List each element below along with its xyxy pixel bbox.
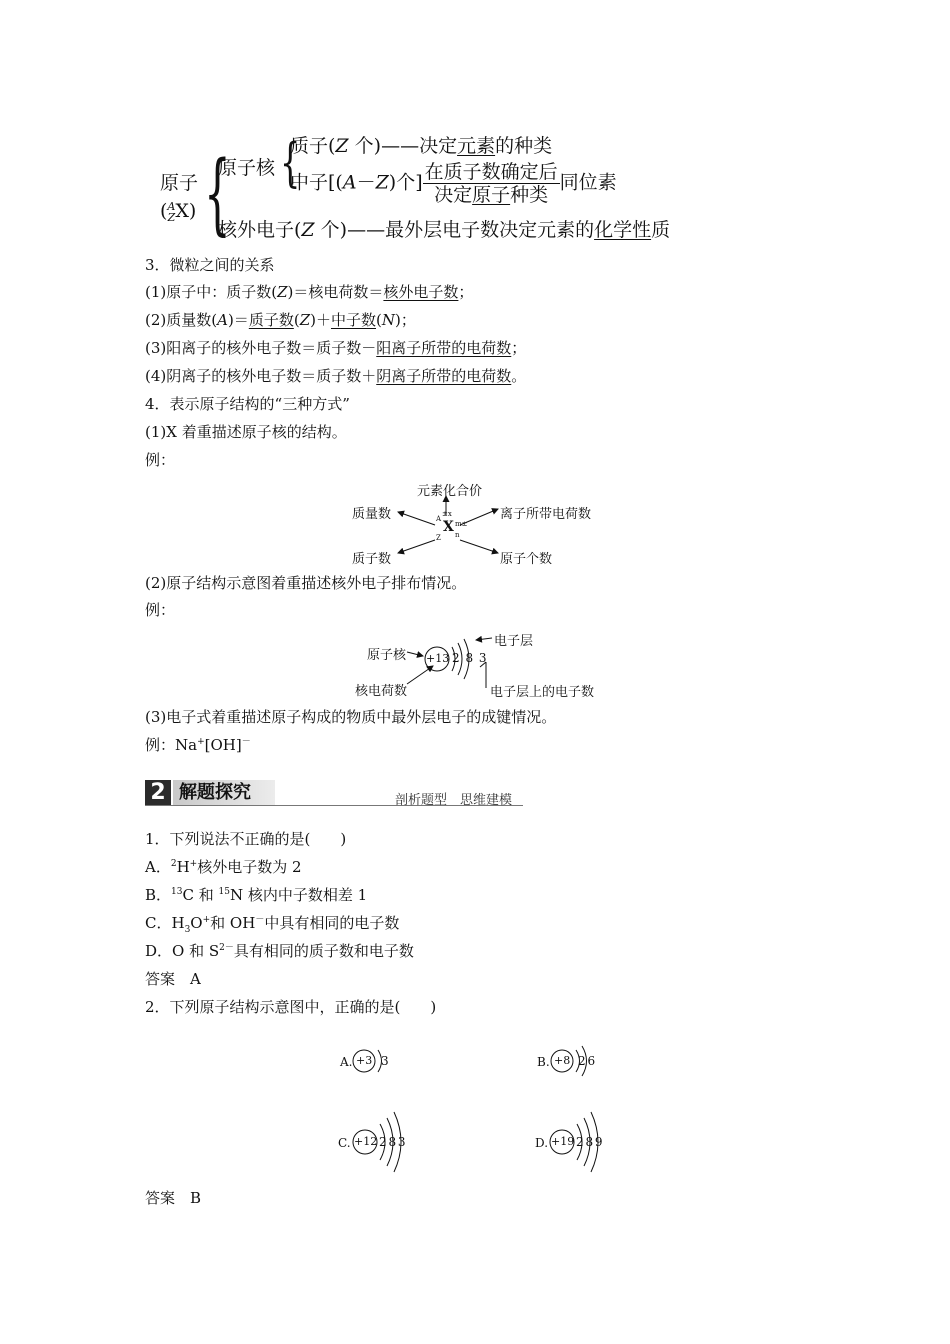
- sec4-example-1: 例：: [145, 451, 176, 469]
- q1-answer: 答案 A: [145, 970, 201, 988]
- label-nuclear-charge: 核电荷数: [355, 684, 408, 699]
- label-proton-number: 质子数: [352, 552, 392, 567]
- banner-number: 2: [145, 780, 171, 806]
- section-4-title: 4．表示原子结构的“三种方式”: [145, 395, 350, 413]
- tree-root-label: 原子: [160, 172, 199, 194]
- q2-option-d-label: D.: [535, 1136, 549, 1150]
- q2-option-d-charge: +19: [551, 1135, 575, 1148]
- tree-fraction: $\frac{\text{在质子数确定后}}{\text{决定原子种类}}$: [424, 161, 558, 206]
- sec3-line-2: (2)质量数(A)＝质子数(Z)＋中子数(N)；: [145, 311, 416, 329]
- q1-option-b: B．$^{13}$C 和 $^{15}$N 核内中子数相差 1: [145, 886, 368, 904]
- label-valence: 元素化合价: [417, 484, 483, 499]
- tree-proton-line: 质子(Z 个)——决定元素的种类: [290, 135, 553, 157]
- tree-nucleus: 原子核: [218, 157, 276, 179]
- nucleus-charge: +13: [426, 652, 450, 665]
- sec4-line-2: (2)原子结构示意图着重描述核外电子排布情况。: [145, 574, 467, 592]
- q1-stem: 1．下列说法不正确的是( ): [145, 830, 347, 848]
- tree-root-symbol: ( A Z X): [160, 200, 197, 224]
- banner-title: 解题探究: [173, 780, 275, 806]
- tree-brace-main: {: [204, 141, 231, 245]
- tree-brace-nucleus: {: [280, 131, 301, 194]
- shell-electrons: 2 8 3: [452, 651, 488, 665]
- q1-option-d: D．O 和 $S^{2-}$具有相同的质子数和电子数: [145, 942, 414, 960]
- section-3-title: 3．微粒之间的关系: [145, 256, 275, 274]
- banner-subtitle: 剖析题型 思维建模: [395, 793, 513, 808]
- q1-option-a: A．$^2$H+核外电子数为 2: [145, 858, 302, 876]
- tree-neutron-line: 中子[(A－Z)个] $\frac{\text{在质子数确定后}}{\text{决定原子种类}}$ 同位素: [290, 161, 617, 206]
- sec3-line-1: (1)原子中：质子数(Z)＝核电荷数＝核外电子数；: [145, 283, 474, 301]
- nuclide-sub-left: Z: [436, 534, 441, 542]
- label-mass-number: 质量数: [352, 507, 392, 522]
- sec4-line-1: (1)X 着重描述原子核的结构。: [145, 423, 347, 441]
- q2-option-d-shells: 2 8 9: [576, 1135, 602, 1149]
- label-nucleus: 原子核: [367, 648, 407, 663]
- nuclide-sup-top: ±x: [442, 510, 452, 518]
- q2-option-a-charge: +3: [356, 1054, 373, 1067]
- sec4-line-3: (3)电子式着重描述原子构成的物质中最外层电子的成键情况。: [145, 708, 557, 726]
- nuclide-sub-right: n: [455, 531, 460, 539]
- q2-option-c-shells: 2 8 3: [379, 1135, 405, 1149]
- sec4-example-3: 例：Na+[OH]－: [145, 736, 251, 754]
- label-atom-count: 原子个数: [500, 552, 553, 567]
- q1-option-c: C．$H_3O^+$和 OH－中具有相同的电子数: [145, 914, 400, 935]
- label-layer-electrons: 电子层上的电子数: [490, 685, 595, 700]
- q2-stem: 2．下列原子结构示意图中，正确的是( ): [145, 998, 437, 1016]
- sec3-line-3: (3)阳离子的核外电子数＝质子数－阳离子所带的电荷数；: [145, 339, 527, 357]
- q2-answer: 答案 B: [145, 1189, 202, 1207]
- q2-option-a-label: A.: [340, 1055, 353, 1069]
- sec3-line-4: (4)阴离子的核外电子数＝质子数＋阴离子所带的电荷数。: [145, 367, 527, 385]
- q2-option-b-label: B.: [537, 1055, 550, 1069]
- q2-option-c-charge: +12: [354, 1135, 378, 1148]
- q2-option-a-shells: 3: [381, 1054, 389, 1068]
- q2-option-c-label: C.: [338, 1136, 351, 1150]
- sec4-example-2: 例：: [145, 601, 176, 619]
- q2-option-b-shells: 2 6: [578, 1054, 595, 1068]
- label-electron-layer: 电子层: [494, 634, 534, 649]
- tree-electron-line: 核外电子(Z 个)——最外层电子数决定元素的化学性质: [218, 219, 671, 241]
- q2-option-b-charge: +8: [554, 1054, 571, 1067]
- label-ion-charge: 离子所带电荷数: [500, 507, 592, 522]
- nuclide-symbol: X: [443, 519, 454, 535]
- nuclide-sup-left: A: [436, 515, 442, 523]
- nuclide-sup-right: m±: [455, 520, 468, 528]
